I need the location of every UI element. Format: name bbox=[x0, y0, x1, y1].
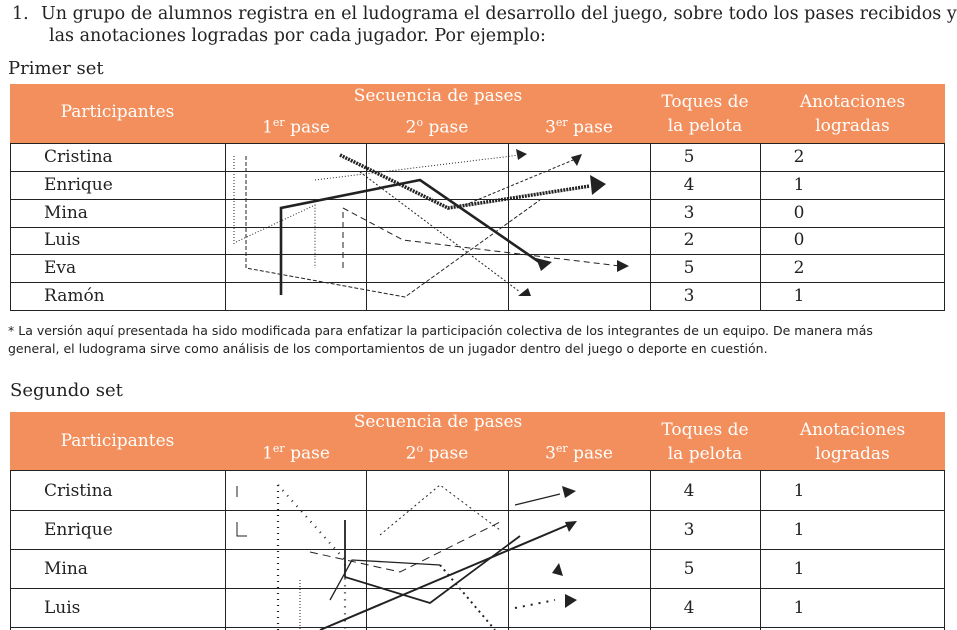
instruction-line-2: las anotaciones logradas por cada jugador. Por ejemplo: bbox=[49, 26, 546, 46]
set1-row-touches: 3 bbox=[683, 203, 695, 223]
set2-row-scores: 1 bbox=[793, 598, 805, 618]
set1-row-name: Eva bbox=[44, 258, 77, 278]
set1-row-scores: 2 bbox=[793, 147, 805, 167]
set2-row-scores: 1 bbox=[793, 481, 805, 501]
set1-header-sequence: Secuencia de pases bbox=[353, 86, 523, 106]
set2-header-scores: Anotaciones logradas bbox=[799, 420, 906, 464]
set1-header-scores: Anotaciones logradas bbox=[799, 92, 906, 136]
set2-header-touches: Toques de la pelota bbox=[661, 420, 749, 464]
set2-header-participants: Participantes bbox=[60, 431, 175, 451]
set1-row-touches: 3 bbox=[683, 286, 695, 306]
set2-title: Segundo set bbox=[10, 380, 123, 401]
set2-header-sequence: Secuencia de pases bbox=[353, 412, 523, 432]
set2-header-pass1: 1er pase bbox=[262, 442, 330, 464]
set1-row-name: Cristina bbox=[44, 147, 113, 167]
set1-row-scores: 1 bbox=[793, 286, 805, 306]
instruction-line-1: Un grupo de alumnos registra en el ludograma el desarrollo del juego, sobre todo los pases recibidos y bbox=[41, 4, 957, 24]
footnote-line-1: * La versión aquí presentada ha sido modificada para enfatizar la participación colectiva de los integrantes de un equipo. De manera más bbox=[8, 323, 873, 338]
set2-header-pass2: 2$^o$ pase bbox=[405, 442, 469, 464]
set1-row-scores: 0 bbox=[793, 203, 805, 223]
set1-header-pass1: 1er pase bbox=[262, 116, 330, 138]
set2-row-touches: 4 bbox=[683, 481, 695, 501]
set1-header-pass2: 2$^o$ pase bbox=[405, 116, 469, 138]
set2-row-name: Cristina bbox=[44, 481, 113, 501]
set1-row-touches: 2 bbox=[683, 230, 695, 250]
exercise-number: 1. bbox=[12, 4, 29, 24]
set1-row-scores: 1 bbox=[793, 175, 805, 195]
set1-header-pass3: 3er pase bbox=[545, 116, 613, 138]
set1-row-touches: 5 bbox=[683, 258, 695, 278]
set1-row-touches: 5 bbox=[683, 147, 695, 167]
set2-row-name: Enrique bbox=[44, 520, 113, 540]
set2-row-name: Mina bbox=[44, 559, 88, 579]
set1-row-touches: 4 bbox=[683, 175, 695, 195]
set2-row-touches: 3 bbox=[683, 520, 695, 540]
set1-header-participants: Participantes bbox=[60, 102, 175, 122]
set1-row-name: Luis bbox=[44, 230, 81, 250]
set1-row-scores: 0 bbox=[793, 230, 805, 250]
set1-row-name: Enrique bbox=[44, 175, 113, 195]
footnote-line-2: general, el ludograma sirve como análisis de los comportamientos de un jugador dentro del juego o deporte en cuestión. bbox=[8, 341, 768, 356]
set1-row-name: Mina bbox=[44, 203, 88, 223]
set2-header-pass3: 3er pase bbox=[545, 442, 613, 464]
set1-header-touches: Toques de la pelota bbox=[661, 92, 749, 136]
set2-row-touches: 5 bbox=[683, 559, 695, 579]
set2-row-name: Luis bbox=[44, 598, 81, 618]
set1-title: Primer set bbox=[8, 58, 104, 79]
set1-row-name: Ramón bbox=[44, 286, 105, 306]
set1-row-scores: 2 bbox=[793, 258, 805, 278]
set2-row-touches: 4 bbox=[683, 598, 695, 618]
set2-row-scores: 1 bbox=[793, 520, 805, 540]
set2-row-scores: 1 bbox=[793, 559, 805, 579]
